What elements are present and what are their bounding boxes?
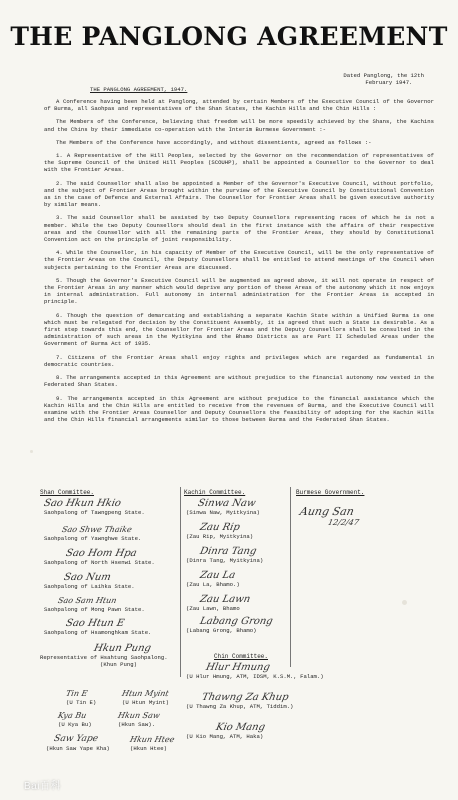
signature-block — [40, 643, 168, 668]
signature-block — [300, 506, 359, 528]
signatory-name: (U Thawng Za Khup, ATM, Tiddim.) — [186, 703, 294, 710]
preamble-paragraph: The Members of the Conference, believing that freedom will be more speedily achieved by the Shans, the Kachins and the Chins by their immediate co-operation with the Interim Burmese Government :- — [44, 118, 434, 133]
signature-block — [186, 594, 250, 612]
signature-block — [44, 498, 145, 516]
clause-paragraph: 8. The arrangements accepted in this Agreement are without prejudice to the financial autonomy now vested in the Federated Shan States. — [44, 374, 434, 389]
signatory-name: (Labang Grong, Bhamo) — [186, 627, 257, 634]
signatory-name: (U Htun Myint) — [122, 699, 169, 706]
signature-block — [186, 570, 240, 588]
handwritten-signature: Sao Hkun Hkio — [42, 498, 123, 509]
clause-paragraph: 9. The arrangements accepted in this Agreement are without prejudice to the financial assistance which the Kachin Hills and the Chin Hills are entitled to receive from the revenues of Burma, and the Executive Council will examine with the Frontier Areas Counsellor and Deputy Counsellors the feasibility of adopting for the Kachin Hills and the Chin Hills financial arrangements similar to those between Burma and the Federated Shan States. — [44, 394, 434, 424]
signature-date: 12/2/47 — [327, 518, 360, 527]
signatory-name: (Khun Pung) — [100, 661, 137, 668]
signatory-title: Saohpalong of Mong Pawn State. — [44, 606, 145, 613]
signatory-name: (Sinwa Naw, Myitkyina) — [186, 509, 260, 516]
handwritten-signature: Aung San — [298, 505, 356, 518]
signatory-title: Saohpalong of Hsamonghkam State. — [44, 629, 152, 636]
signatory-name: (Zau Rip, Myitkyina) — [186, 533, 254, 540]
handwritten-signature: Labang Grong — [198, 616, 274, 627]
signatory-name: (U Kio Mang, ATM, Haka) — [186, 733, 264, 740]
handwritten-signature: Sao Sam Htun — [57, 596, 118, 605]
signatory-name: (U Hlur Hmung, ATM, IDSM, K.S.M., Falam.) — [186, 673, 324, 680]
preamble-paragraph: The Members of the Conference have accordingly, and without dissentients, agreed as follows :- — [56, 138, 372, 146]
signature-block — [186, 522, 253, 540]
agreement-body — [44, 98, 434, 429]
signatory-title: Representative of Hsahtung Saohpalong. — [40, 654, 168, 661]
burmese-government-heading: Burmese Government. — [296, 489, 365, 496]
dated-date: February 1947. — [365, 79, 413, 87]
signatory-name: (U Kya Bu) — [58, 721, 92, 728]
signature-block — [44, 524, 141, 542]
document-title: THE PANGLONG AGREEMENT — [10, 22, 448, 51]
paper-speck — [30, 450, 33, 453]
signature-block — [44, 572, 135, 590]
handwritten-signature: Saw Yape — [53, 734, 99, 744]
signatory-name: (Hkun Saw). — [118, 721, 155, 728]
signatory-name: (Dinra Tang, Myitkyina) — [186, 557, 264, 564]
dated-place: Dated Panglong, the 12th — [343, 72, 424, 79]
signature-block — [186, 616, 273, 634]
handwritten-signature: Htun Myint — [121, 689, 170, 698]
paper-speck — [402, 600, 407, 605]
signatory-name: (Hkun Htee) — [130, 745, 167, 752]
signature-block — [130, 734, 174, 752]
signatory-title: Saohpalong of Yawnghwe State. — [44, 535, 142, 542]
shan-committee-heading: Shan Committee. — [40, 489, 95, 496]
signature-block — [186, 662, 324, 680]
signature-block — [118, 710, 160, 728]
handwritten-signature: Zau Lawn — [198, 594, 252, 605]
signatory-name: (Zau La, Bhamo.) — [186, 581, 240, 588]
dated-block — [343, 72, 424, 86]
signature-block — [58, 710, 92, 728]
signatory-name: (U Tin E) — [66, 699, 97, 706]
clause-paragraph: 2. The said Counsellor shall also be appointed a Member of the Governor's Executive Council, without portfolio, and the subject of Frontier Areas brought within the purview of the Executive Council by Constitutional Convention as in the case of Defence and External Affairs. The Counsellor for Frontier Areas shall be given executive authority by similar means. — [44, 179, 434, 209]
handwritten-signature: Hkun Pung — [92, 643, 153, 654]
clause-paragraph: 4. While the Counsellor, in his capacity of Member of the Executive Council, will be the only representative of the Frontier Areas on the Council, the Deputy Counsellors shall be entitled to attend meetings of the Council when subjects pertaining to the Frontier Areas are discussed. — [44, 249, 434, 271]
signature-block — [186, 722, 265, 740]
column-divider — [180, 487, 181, 677]
preamble-paragraph: A Conference having been held at Panglong, attended by certain Members of the Executive Council of the Governor of Burma, all Saohpas and representatives of the Shan States, the Kachin Hills and the Chin Hills : — [44, 98, 434, 113]
handwritten-signature: Tin E — [65, 689, 89, 698]
signature-block — [66, 688, 96, 706]
signatory-title: Saohpalong of Tawngpeng State. — [44, 509, 145, 516]
handwritten-signature: Hkun Saw — [117, 711, 161, 720]
signature-block — [186, 498, 260, 516]
handwritten-signature: Sao Htun E — [64, 618, 126, 629]
clause-paragraph: 5. Though the Governor's Executive Council will be augmented as agreed above, it will not operate in respect of the Frontier Areas in any manner which would deprive any portion of these Areas of the autonomy which it now enjoys in internal administration. Full autonomy in internal administration for the Frontier Areas is accepted in principle. — [44, 276, 434, 306]
kachin-committee-heading: Kachin Committee. — [184, 489, 246, 496]
signature-block — [122, 688, 169, 706]
column-divider — [290, 487, 291, 667]
handwritten-signature: Sao Shwe Thaike — [61, 525, 133, 534]
signature-block — [44, 618, 151, 636]
signature-block — [46, 734, 110, 752]
chin-committee-heading: Chin Committee. — [214, 653, 269, 660]
handwritten-signature: Kya Bu — [57, 711, 88, 720]
signature-block — [44, 595, 145, 613]
signatory-title: Saohpalong of North Hsenwi State. — [44, 559, 155, 566]
clause-paragraph: 6. Though the question of demarcating and establishing a separate Kachin State within a Unified Burma is one which must be relegated for decision by the Constituent Assembly, it is agreed that such a State is desirable. As a first step towards this end, the Counsellor for Frontier Areas and the Deputy Counsellors shall be consulted in the administration of such areas in the Myitkyina and the Bhamo Districts as are Part II Scheduled Areas under the Government of Burma Act of 1935. — [44, 311, 434, 348]
handwritten-signature: Zau Rip — [198, 522, 241, 533]
signature-block — [186, 692, 293, 710]
handwritten-signature: Thawng Za Khup — [200, 692, 290, 703]
handwritten-signature: Sao Hom Hpa — [64, 548, 138, 559]
clause-paragraph: 1. A Representative of the Hill Peoples, selected by the Governor on the recommendation of representatives of the Supreme Council of the United Hill Peoples (SCOUHP), shall be appointed a Counsellor to the Governor to deal with the Frontier Areas. — [44, 152, 434, 174]
handwritten-signature: Zau La — [198, 570, 237, 581]
signature-block — [44, 548, 155, 566]
clause-paragraph: 7. Citizens of the Frontier Areas shall enjoy rights and privileges which are regarded as fundamental in democratic countries. — [44, 353, 434, 368]
handwritten-signature: Sao Num — [62, 572, 112, 583]
clause-paragraph: 3. The said Counsellor shall be assisted by two Deputy Counsellors representing races of which he is not a member. While the two Deputy Counsellors should deal in the first instance with the affairs of their respective areas and the Counsellor with all the remaining parts of the Frontier Areas, they should by Constitutional Convention act on the principle of joint responsibility. — [44, 214, 434, 244]
document-subheading: THE PANGLONG AGREEMENT, 1947. — [90, 86, 188, 93]
signature-block — [186, 546, 263, 564]
handwritten-signature: Kio Mang — [214, 722, 267, 733]
baike-watermark: Bai百科 — [24, 781, 61, 792]
handwritten-signature: Dinra Tang — [198, 546, 258, 557]
signatory-title: Saohpalong of Laihka State. — [44, 583, 135, 590]
handwritten-signature: Hkun Htee — [129, 735, 176, 744]
handwritten-signature: Sinwa Naw — [196, 498, 257, 509]
handwritten-signature: Hlur Hmung — [204, 662, 271, 673]
signatory-name: (Zau Lawn, Bhamo — [186, 605, 240, 612]
signatory-name: (Hkun Saw Yape Kha) — [46, 745, 110, 752]
